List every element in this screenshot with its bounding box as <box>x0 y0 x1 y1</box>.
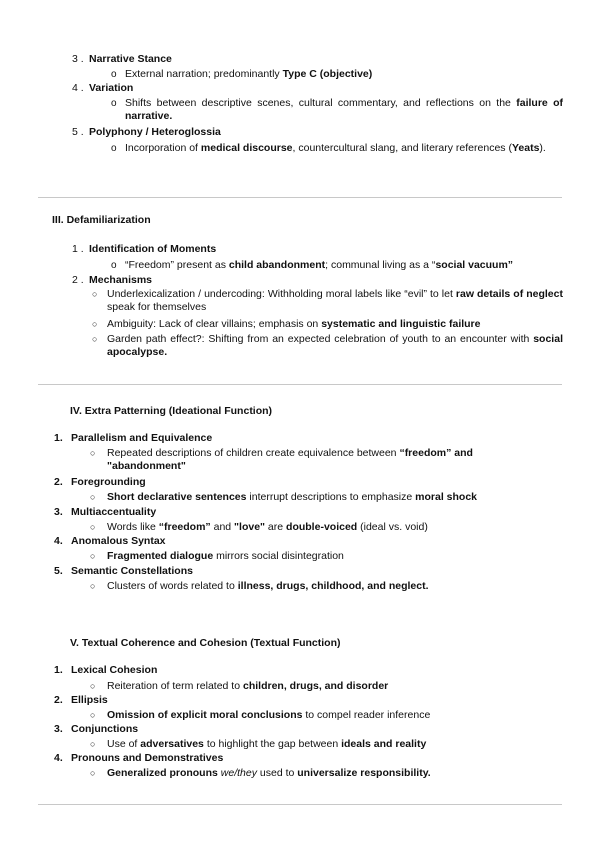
text-run: Incorporation of <box>125 142 201 154</box>
section-heading: V. Textual Coherence and Cohesion (Textual Function) <box>70 637 341 649</box>
item-title: Lexical Cohesion <box>71 664 158 676</box>
sub-item-text <box>125 259 513 272</box>
text-run: Words like <box>107 521 159 533</box>
bullet-icon: o <box>111 143 117 154</box>
bold-run: raw details of neglect <box>455 288 563 300</box>
bullet-icon: o <box>111 69 117 80</box>
text-run: (ideal vs. void) <box>357 521 428 533</box>
bold-run: universalize responsibility. <box>297 767 431 779</box>
text-run: Garden path effect?: Shifting from an expected celebration of youth to an encounter with <box>107 333 534 345</box>
text-run: we/they <box>220 767 257 779</box>
item-title: Narrative Stance <box>89 53 172 65</box>
bold-run: adversatives <box>140 738 204 750</box>
bold-run: Type C (objective) <box>282 68 373 80</box>
item-number: 2 . <box>72 274 84 286</box>
item-number: 1 . <box>72 243 84 255</box>
section-divider <box>38 804 562 805</box>
bullet-icon: ○ <box>90 522 96 532</box>
text-run: are <box>265 521 287 533</box>
item-title: Identification of Moments <box>89 243 217 255</box>
bold-run: Yeats <box>511 142 540 154</box>
sub-item-text <box>125 68 372 81</box>
item-title: Multiaccentuality <box>71 506 157 518</box>
bold-run: Generalized pronouns <box>107 767 221 779</box>
sub-item-text <box>107 709 430 722</box>
text-run: ). <box>539 142 546 154</box>
bullet-icon: ○ <box>92 334 98 344</box>
item-title: Parallelism and Equivalence <box>71 432 213 444</box>
sub-item-text <box>125 142 563 155</box>
text-run: Ambiguity: Lack of clear villains; emphasis on <box>107 318 322 330</box>
bold-run: social vacuum” <box>435 259 514 271</box>
item-title: Foregrounding <box>71 476 146 488</box>
text-run: Underlexicalization / undercoding: Withholding moral labels like “evil” to let <box>107 288 456 300</box>
text-run: mirrors social disintegration <box>213 550 344 562</box>
item-title: Mechanisms <box>89 274 153 286</box>
item-title: Conjunctions <box>71 723 139 735</box>
bullet-icon: ○ <box>90 448 96 458</box>
text-run: Use of <box>107 738 141 750</box>
bold-run: Omission of explicit moral conclusions <box>107 709 303 721</box>
text-run: and <box>210 521 235 533</box>
bold-run: Short declarative sentences <box>107 491 247 503</box>
item-number: 5 . <box>72 126 84 138</box>
item-number: 1. <box>54 664 63 676</box>
bullet-icon: ○ <box>92 289 98 299</box>
item-title: Polyphony / Heteroglossia <box>89 126 221 138</box>
text-run: interrupt descriptions to emphasize <box>246 491 416 503</box>
bold-run: double-voiced <box>286 521 358 533</box>
text-run: Clusters of words related to <box>107 580 238 592</box>
item-number: 3 . <box>72 53 84 65</box>
bold-run: children, drugs, and disorder <box>242 680 389 692</box>
item-number: 4. <box>54 752 63 764</box>
text-run: Repeated descriptions of children create equivalence between <box>107 447 400 459</box>
bold-run: illness, drugs, childhood, and neglect. <box>237 580 429 592</box>
sub-item-text <box>107 333 563 359</box>
item-title: Variation <box>89 82 134 94</box>
sub-item-text <box>107 318 481 331</box>
item-title: Ellipsis <box>71 694 108 706</box>
bullet-icon: ○ <box>90 768 96 778</box>
text-run: Shifts between descriptive scenes, cultural commentary, and reflections on the <box>125 97 517 109</box>
bullet-icon: ○ <box>90 551 96 561</box>
bold-run: systematic and linguistic failure <box>321 318 481 330</box>
sub-item-text <box>107 738 426 751</box>
item-number: 1. <box>54 432 63 444</box>
text-run: to compel reader inference <box>302 709 431 721</box>
text-run: speak for themselves <box>107 301 207 313</box>
sub-item-text <box>107 288 563 314</box>
bold-run: “freedom” <box>158 521 211 533</box>
bullet-icon: ○ <box>90 581 96 591</box>
item-number: 2. <box>54 694 63 706</box>
bold-run: "love" <box>234 521 266 533</box>
item-title: Anomalous Syntax <box>71 535 166 547</box>
item-number: 3. <box>54 723 63 735</box>
sub-item-text <box>107 521 428 534</box>
bold-run: “freedom” and "abandonment" <box>107 447 473 472</box>
bullet-icon: ○ <box>90 710 96 720</box>
bold-run: Fragmented dialogue <box>107 550 214 562</box>
bold-run: medical discourse <box>200 142 293 154</box>
section-heading: III. Defamiliarization <box>52 214 151 226</box>
bold-run: ideals and reality <box>341 738 427 750</box>
item-title: Pronouns and Demonstratives <box>71 752 224 764</box>
sub-item-text <box>107 580 429 593</box>
sub-item-text <box>107 680 388 693</box>
text-run: Reiteration of term related to <box>107 680 243 692</box>
item-number: 4 . <box>72 82 84 94</box>
text-run: used to <box>256 767 298 779</box>
text-run: , countercultural slang, and literary references ( <box>292 142 512 154</box>
bullet-icon: ○ <box>90 492 96 502</box>
item-number: 5. <box>54 565 63 577</box>
text-run: ; communal living as a “ <box>325 259 436 271</box>
item-number: 4. <box>54 535 63 547</box>
bold-run: social apocalypse. <box>107 333 563 358</box>
item-number: 3. <box>54 506 63 518</box>
sub-item-text <box>125 97 563 123</box>
sub-item-text <box>107 767 431 780</box>
bullet-icon: o <box>111 260 117 271</box>
bullet-icon: ○ <box>90 739 96 749</box>
sub-item-text <box>107 491 477 504</box>
text-run: “Freedom” present as <box>125 259 229 271</box>
bullet-icon: ○ <box>92 319 98 329</box>
bullet-icon: o <box>111 98 117 109</box>
bullet-icon: ○ <box>90 681 96 691</box>
section-heading: IV. Extra Patterning (Ideational Function) <box>70 405 273 417</box>
bold-run: failure of narrative. <box>125 97 564 122</box>
text-run: to highlight the gap between <box>203 738 342 750</box>
text-run: External narration; predominantly <box>125 68 283 80</box>
sub-item-text <box>107 447 507 473</box>
section-divider <box>38 197 562 198</box>
item-title: Semantic Constellations <box>71 565 193 577</box>
bold-run: moral shock <box>415 491 478 503</box>
bold-run: child abandonment <box>228 259 326 271</box>
section-divider <box>38 384 562 385</box>
sub-item-text <box>107 550 344 563</box>
item-number: 2. <box>54 476 63 488</box>
